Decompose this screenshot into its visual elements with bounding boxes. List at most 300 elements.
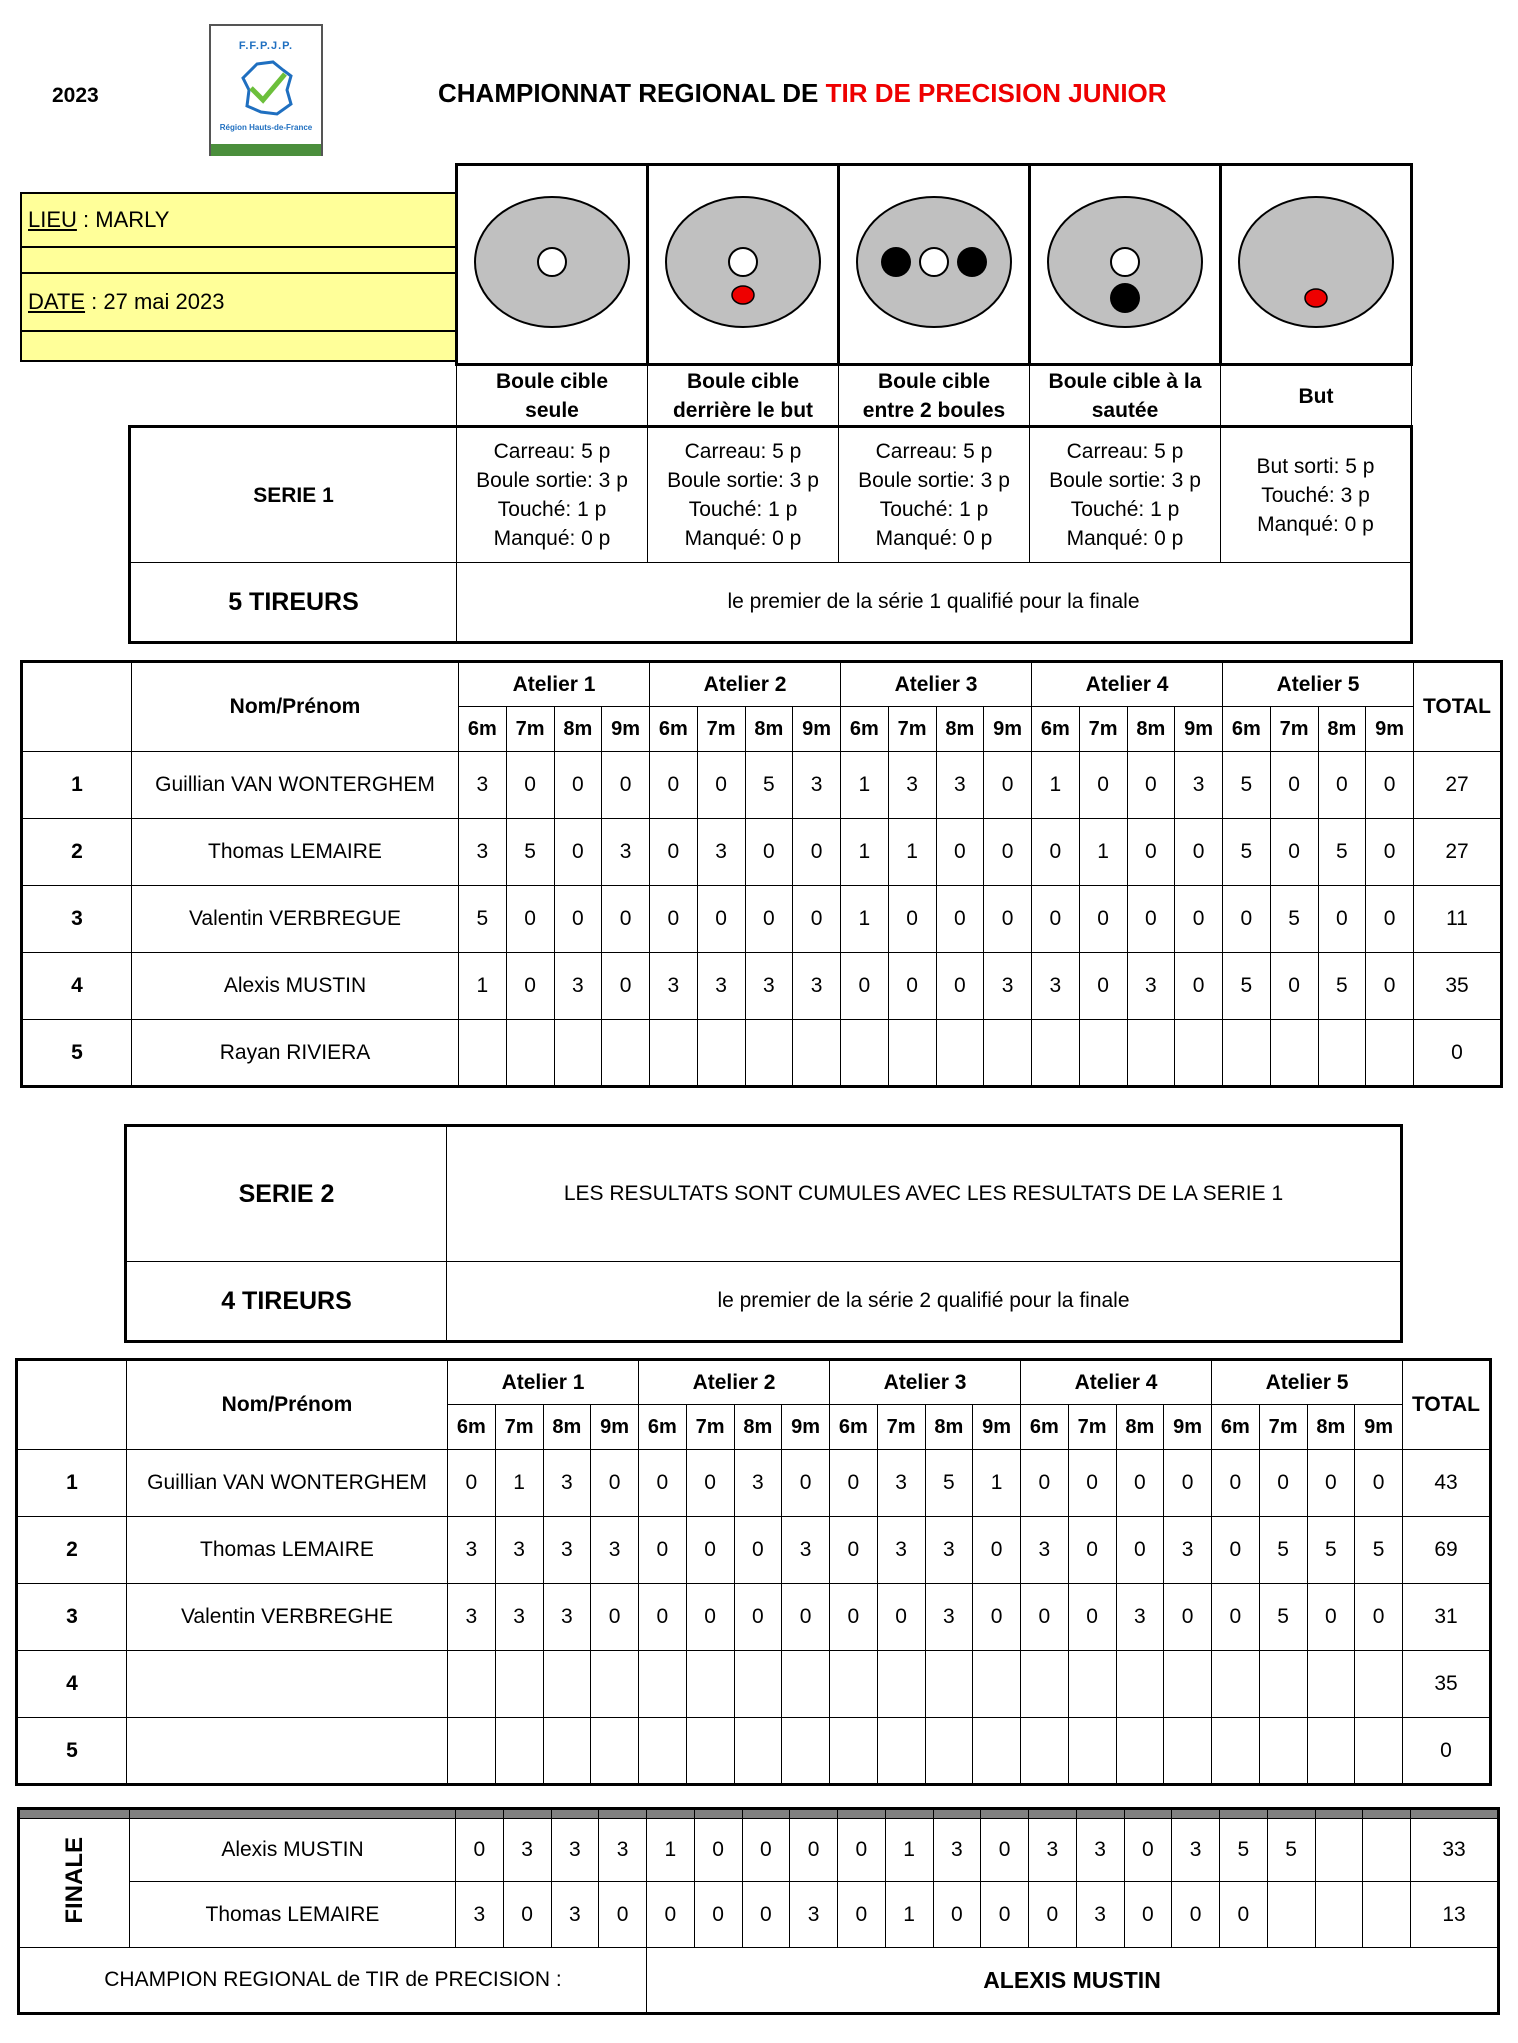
results-table-serie2 xyxy=(15,1358,1492,1786)
score-cell xyxy=(697,1020,745,1087)
score-cell: 0 xyxy=(1220,1882,1268,1948)
player-name: Thomas LEMAIRE xyxy=(127,1517,448,1584)
table-row xyxy=(17,1517,1491,1584)
score-cell xyxy=(1068,1651,1116,1718)
logo-stripe xyxy=(211,142,321,156)
workshop-header xyxy=(455,163,1413,427)
logo-text: F.F.P.J.P. xyxy=(238,40,294,52)
score-cell: 3 xyxy=(1076,1882,1124,1948)
score-cell: 1 xyxy=(495,1450,543,1517)
score-cell: 3 xyxy=(697,819,745,886)
score-cell: 0 xyxy=(973,1517,1021,1584)
player-name: Alexis MUSTIN xyxy=(130,1819,456,1882)
score-cell: 0 xyxy=(1068,1517,1116,1584)
atelier-header: Atelier 3 xyxy=(841,662,1032,707)
rank: 3 xyxy=(22,886,132,953)
score-cell xyxy=(1068,1718,1116,1785)
score-cell xyxy=(686,1718,734,1785)
distance-header: 7m xyxy=(888,707,936,752)
distance-header: 8m xyxy=(543,1405,591,1450)
score-cell xyxy=(1164,1718,1212,1785)
total-cell: 35 xyxy=(1414,953,1502,1020)
rank: 2 xyxy=(22,819,132,886)
score-cell: 0 xyxy=(742,1882,790,1948)
finale-table xyxy=(17,1807,1500,2015)
score-cell xyxy=(973,1718,1021,1785)
score-cell: 0 xyxy=(1366,886,1414,953)
score-cell: 5 xyxy=(1318,819,1366,886)
player-name: Guillian VAN WONTERGHEM xyxy=(132,752,459,819)
score-cell xyxy=(1366,1020,1414,1087)
score-cell xyxy=(591,1651,639,1718)
player-name xyxy=(127,1651,448,1718)
distance-header: 9m xyxy=(1366,707,1414,752)
score-cell: 0 xyxy=(1175,819,1223,886)
score-cell: 0 xyxy=(1068,1450,1116,1517)
score-cell: 0 xyxy=(841,953,889,1020)
score-cell: 0 xyxy=(1307,1450,1355,1517)
score-cell: 3 xyxy=(877,1450,925,1517)
score-cell: 3 xyxy=(925,1584,973,1651)
score-cell: 0 xyxy=(1366,752,1414,819)
table-row xyxy=(17,1450,1491,1517)
table-row xyxy=(22,819,1502,886)
champion-name: ALEXIS MUSTIN xyxy=(647,1948,1499,2014)
score-cell: 0 xyxy=(650,752,698,819)
distance-header: 8m xyxy=(1307,1405,1355,1450)
score-cell xyxy=(1212,1651,1260,1718)
score-cell xyxy=(1355,1651,1403,1718)
score-cell: 0 xyxy=(936,819,984,886)
score-cell: 0 xyxy=(1259,1450,1307,1517)
score-cell: 0 xyxy=(1079,953,1127,1020)
score-cell: 0 xyxy=(734,1584,782,1651)
score-cell xyxy=(650,1020,698,1087)
score-cell: 3 xyxy=(551,1819,599,1882)
score-cell: 0 xyxy=(981,1882,1029,1948)
score-cell: 0 xyxy=(1021,1450,1069,1517)
score-cell: 0 xyxy=(506,953,554,1020)
rank: 3 xyxy=(17,1584,127,1651)
finale-row xyxy=(19,1882,1499,1948)
score-cell xyxy=(1363,1882,1411,1948)
atelier-header: Atelier 1 xyxy=(448,1360,639,1405)
player-name: Alexis MUSTIN xyxy=(132,953,459,1020)
score-cell: 0 xyxy=(697,752,745,819)
table-row xyxy=(22,953,1502,1020)
score-cell: 0 xyxy=(1172,1882,1220,1948)
score-cell: 0 xyxy=(984,886,1032,953)
score-cell xyxy=(639,1651,687,1718)
score-cell: 0 xyxy=(790,1819,838,1882)
score-cell: 3 xyxy=(1076,1819,1124,1882)
score-cell xyxy=(1116,1651,1164,1718)
page-title: CHAMPIONNAT REGIONAL DE TIR DE PRECISION JUNIOR xyxy=(438,78,1167,108)
player-name: Guillian VAN WONTERGHEM xyxy=(127,1450,448,1517)
score-cell xyxy=(830,1718,878,1785)
serie2-box xyxy=(124,1124,1403,1343)
total-header: TOTAL xyxy=(1414,662,1502,752)
score-cell: 5 xyxy=(459,886,507,953)
score-cell: 0 xyxy=(1366,953,1414,1020)
table-row xyxy=(17,1718,1491,1785)
score-cell xyxy=(1307,1651,1355,1718)
atelier-label-2: Boule cible derrière le but xyxy=(648,365,839,427)
score-cell: 3 xyxy=(793,752,841,819)
distance-header: 9m xyxy=(1175,707,1223,752)
score-cell xyxy=(1259,1651,1307,1718)
distance-header: 6m xyxy=(1212,1405,1260,1450)
score-cell: 5 xyxy=(1223,819,1271,886)
score-cell: 5 xyxy=(1223,953,1271,1020)
score-cell: 3 xyxy=(933,1819,981,1882)
score-cell: 3 xyxy=(734,1450,782,1517)
score-cell: 3 xyxy=(599,1819,647,1882)
atelier-header: Atelier 4 xyxy=(1021,1360,1212,1405)
distance-header: 9m xyxy=(591,1405,639,1450)
score-cell: 1 xyxy=(841,819,889,886)
score-cell xyxy=(925,1718,973,1785)
score-cell: 0 xyxy=(1164,1450,1212,1517)
distance-header: 9m xyxy=(973,1405,1021,1450)
atelier-header: Atelier 2 xyxy=(650,662,841,707)
score-cell: 0 xyxy=(456,1819,504,1882)
score-cell: 0 xyxy=(1223,886,1271,953)
score-cell: 0 xyxy=(650,819,698,886)
score-cell: 3 xyxy=(1021,1517,1069,1584)
distance-header: 8m xyxy=(1116,1405,1164,1450)
distance-header: 7m xyxy=(877,1405,925,1450)
score-cell xyxy=(793,1020,841,1087)
rank: 4 xyxy=(22,953,132,1020)
date: DATE : 27 mai 2023 xyxy=(21,273,456,331)
score-cell: 1 xyxy=(841,886,889,953)
score-cell: 0 xyxy=(782,1584,830,1651)
score-cell: 0 xyxy=(830,1450,878,1517)
score-cell: 0 xyxy=(1270,819,1318,886)
rank: 5 xyxy=(22,1020,132,1087)
score-cell: 0 xyxy=(984,752,1032,819)
distance-header: 6m xyxy=(448,1405,496,1450)
score-cell: 0 xyxy=(1124,1819,1172,1882)
name-header: Nom/Prénom xyxy=(132,662,459,752)
rank-header xyxy=(22,662,132,752)
serie1-tireurs: 5 TIREURS xyxy=(130,563,457,643)
score-cell: 0 xyxy=(1366,819,1414,886)
score-cell: 5 xyxy=(1259,1584,1307,1651)
score-cell: 0 xyxy=(1032,819,1080,886)
score-cell: 1 xyxy=(1032,752,1080,819)
score-cell: 0 xyxy=(1032,886,1080,953)
atelier-header: Atelier 3 xyxy=(830,1360,1021,1405)
atelier-rules-1: Carreau: 5 p Boule sortie: 3 p Touché: 1 p Manqué: 0 p xyxy=(457,427,648,563)
score-cell: 0 xyxy=(639,1584,687,1651)
score-cell xyxy=(877,1718,925,1785)
score-cell: 0 xyxy=(591,1584,639,1651)
score-cell: 0 xyxy=(734,1517,782,1584)
score-cell xyxy=(1079,1020,1127,1087)
score-cell: 3 xyxy=(495,1584,543,1651)
score-cell xyxy=(591,1718,639,1785)
score-cell xyxy=(1212,1718,1260,1785)
distance-header: 6m xyxy=(459,707,507,752)
score-cell xyxy=(554,1020,602,1087)
score-cell: 0 xyxy=(591,1450,639,1517)
total-cell: 31 xyxy=(1403,1584,1491,1651)
serie2-tireurs: 4 TIREURS xyxy=(126,1262,447,1342)
score-cell: 0 xyxy=(1124,1882,1172,1948)
serie2-note: le premier de la série 2 qualifié pour la finale xyxy=(447,1262,1402,1342)
score-cell: 5 xyxy=(1307,1517,1355,1584)
distance-header: 8m xyxy=(1318,707,1366,752)
distance-header: 7m xyxy=(697,707,745,752)
score-cell: 0 xyxy=(1212,1517,1260,1584)
distance-header: 6m xyxy=(830,1405,878,1450)
table-row xyxy=(17,1651,1491,1718)
diagram-but xyxy=(1221,165,1412,365)
score-cell: 0 xyxy=(1355,1584,1403,1651)
score-cell xyxy=(782,1718,830,1785)
score-cell xyxy=(1267,1882,1315,1948)
distance-header: 9m xyxy=(1164,1405,1212,1450)
score-cell: 0 xyxy=(639,1450,687,1517)
score-cell: 0 xyxy=(506,752,554,819)
score-cell: 0 xyxy=(1029,1882,1077,1948)
atelier-header: Atelier 2 xyxy=(639,1360,830,1405)
total-cell: 0 xyxy=(1403,1718,1491,1785)
score-cell: 5 xyxy=(1259,1517,1307,1584)
finale-label: FINALE xyxy=(19,1819,130,1948)
lieu: LIEU : MARLY xyxy=(21,193,456,247)
score-cell: 0 xyxy=(1079,886,1127,953)
serie2-title: SERIE 2 xyxy=(126,1126,447,1262)
score-cell: 0 xyxy=(1164,1584,1212,1651)
score-cell: 5 xyxy=(1220,1819,1268,1882)
score-cell xyxy=(830,1651,878,1718)
rank: 5 xyxy=(17,1718,127,1785)
score-cell: 0 xyxy=(1307,1584,1355,1651)
score-cell: 0 xyxy=(602,953,650,1020)
score-cell: 0 xyxy=(1079,752,1127,819)
distance-header: 8m xyxy=(1127,707,1175,752)
player-name: Valentin VERBREGUE xyxy=(132,886,459,953)
score-cell xyxy=(459,1020,507,1087)
results-table-serie1 xyxy=(20,660,1503,1088)
table-row xyxy=(22,1020,1502,1087)
score-cell: 3 xyxy=(1175,752,1223,819)
rank: 4 xyxy=(17,1651,127,1718)
score-cell: 3 xyxy=(745,953,793,1020)
year: 2023 xyxy=(52,84,99,107)
score-cell: 5 xyxy=(1270,886,1318,953)
score-cell: 3 xyxy=(543,1517,591,1584)
score-cell xyxy=(1223,1020,1271,1087)
score-cell: 0 xyxy=(1212,1584,1260,1651)
score-cell xyxy=(1270,1020,1318,1087)
score-cell: 3 xyxy=(888,752,936,819)
total-cell: 33 xyxy=(1411,1819,1499,1882)
distance-header: 8m xyxy=(925,1405,973,1450)
name-header: Nom/Prénom xyxy=(127,1360,448,1450)
score-cell xyxy=(1363,1819,1411,1882)
score-cell: 1 xyxy=(885,1882,933,1948)
score-cell: 1 xyxy=(459,953,507,1020)
score-cell xyxy=(1307,1718,1355,1785)
score-cell: 0 xyxy=(697,886,745,953)
score-cell: 0 xyxy=(838,1819,886,1882)
score-cell xyxy=(1032,1020,1080,1087)
score-cell xyxy=(1116,1718,1164,1785)
score-cell: 1 xyxy=(647,1819,695,1882)
distance-header: 7m xyxy=(1068,1405,1116,1450)
score-cell: 3 xyxy=(650,953,698,1020)
score-cell: 0 xyxy=(838,1882,886,1948)
score-cell: 3 xyxy=(459,819,507,886)
score-cell: 0 xyxy=(1127,752,1175,819)
score-cell: 0 xyxy=(830,1584,878,1651)
score-cell: 3 xyxy=(984,953,1032,1020)
total-cell: 69 xyxy=(1403,1517,1491,1584)
serie2-cumul: LES RESULTATS SONT CUMULES AVEC LES RESULTATS DE LA SERIE 1 xyxy=(447,1126,1402,1262)
score-cell: 0 xyxy=(602,752,650,819)
score-cell xyxy=(506,1020,554,1087)
score-cell: 0 xyxy=(1068,1584,1116,1651)
score-cell: 3 xyxy=(877,1517,925,1584)
distance-header: 8m xyxy=(554,707,602,752)
score-cell: 3 xyxy=(925,1517,973,1584)
score-cell: 0 xyxy=(936,886,984,953)
score-cell: 0 xyxy=(602,886,650,953)
score-cell xyxy=(1127,1020,1175,1087)
score-cell xyxy=(1315,1819,1363,1882)
score-cell: 0 xyxy=(694,1882,742,1948)
score-cell: 3 xyxy=(697,953,745,1020)
score-cell xyxy=(936,1020,984,1087)
atelier-rules-3: Carreau: 5 p Boule sortie: 3 p Touché: 1 p Manqué: 0 p xyxy=(839,427,1030,563)
score-cell: 0 xyxy=(694,1819,742,1882)
score-cell xyxy=(984,1020,1032,1087)
score-cell: 3 xyxy=(1032,953,1080,1020)
score-cell: 0 xyxy=(506,886,554,953)
distance-header: 6m xyxy=(1021,1405,1069,1450)
distance-header: 6m xyxy=(841,707,889,752)
total-header: TOTAL xyxy=(1403,1360,1491,1450)
score-cell: 0 xyxy=(877,1584,925,1651)
distance-header: 9m xyxy=(793,707,841,752)
logo-region: Région Hauts-de-France xyxy=(219,123,313,132)
score-cell: 0 xyxy=(1318,752,1366,819)
score-cell xyxy=(1259,1718,1307,1785)
distance-header: 8m xyxy=(734,1405,782,1450)
score-cell xyxy=(448,1718,496,1785)
score-cell: 0 xyxy=(554,886,602,953)
score-cell: 0 xyxy=(888,953,936,1020)
score-cell: 3 xyxy=(602,819,650,886)
score-cell: 3 xyxy=(551,1882,599,1948)
player-name xyxy=(127,1718,448,1785)
score-cell: 0 xyxy=(1116,1450,1164,1517)
finale-row xyxy=(19,1819,1499,1882)
score-cell: 5 xyxy=(1223,752,1271,819)
score-cell: 0 xyxy=(793,886,841,953)
score-cell: 1 xyxy=(1079,819,1127,886)
atelier-header: Atelier 5 xyxy=(1223,662,1414,707)
score-cell xyxy=(1021,1651,1069,1718)
score-cell: 3 xyxy=(456,1882,504,1948)
total-cell: 0 xyxy=(1414,1020,1502,1087)
score-cell: 1 xyxy=(885,1819,933,1882)
atelier-rules-2: Carreau: 5 p Boule sortie: 3 p Touché: 1 p Manqué: 0 p xyxy=(648,427,839,563)
score-cell xyxy=(543,1651,591,1718)
score-cell: 5 xyxy=(1355,1517,1403,1584)
serie1-box xyxy=(128,425,1413,644)
score-cell xyxy=(639,1718,687,1785)
score-cell: 0 xyxy=(647,1882,695,1948)
score-cell xyxy=(602,1020,650,1087)
score-cell: 0 xyxy=(830,1517,878,1584)
score-cell: 0 xyxy=(599,1882,647,1948)
distance-header: 7m xyxy=(1270,707,1318,752)
score-cell: 3 xyxy=(554,953,602,1020)
score-cell xyxy=(543,1718,591,1785)
score-cell xyxy=(1355,1718,1403,1785)
score-cell: 5 xyxy=(925,1450,973,1517)
score-cell: 3 xyxy=(1127,953,1175,1020)
score-cell: 0 xyxy=(793,819,841,886)
rank: 2 xyxy=(17,1517,127,1584)
info-box xyxy=(20,192,457,362)
score-cell xyxy=(782,1651,830,1718)
score-cell: 3 xyxy=(1164,1517,1212,1584)
total-cell: 13 xyxy=(1411,1882,1499,1948)
atelier-label-5: But xyxy=(1221,365,1412,427)
player-name: Rayan RIVIERA xyxy=(132,1020,459,1087)
distance-header: 7m xyxy=(495,1405,543,1450)
total-cell: 11 xyxy=(1414,886,1502,953)
score-cell xyxy=(888,1020,936,1087)
score-cell: 1 xyxy=(888,819,936,886)
rank: 1 xyxy=(17,1450,127,1517)
score-cell xyxy=(1164,1651,1212,1718)
score-cell: 5 xyxy=(745,752,793,819)
score-cell: 0 xyxy=(1175,953,1223,1020)
score-cell: 5 xyxy=(506,819,554,886)
table-row xyxy=(22,886,1502,953)
score-cell: 0 xyxy=(1270,953,1318,1020)
diagram-sautee xyxy=(1030,165,1221,365)
atelier-header: Atelier 1 xyxy=(459,662,650,707)
score-cell: 0 xyxy=(973,1584,1021,1651)
score-cell: 3 xyxy=(793,953,841,1020)
score-cell xyxy=(1021,1718,1069,1785)
atelier-rules-4: Carreau: 5 p Boule sortie: 3 p Touché: 1 p Manqué: 0 p xyxy=(1030,427,1221,563)
distance-header: 7m xyxy=(506,707,554,752)
atelier-rules-5: But sorti: 5 p Touché: 3 p Manqué: 0 p xyxy=(1221,427,1412,563)
distance-header: 8m xyxy=(936,707,984,752)
atelier-label-4: Boule cible à la sautée xyxy=(1030,365,1221,427)
score-cell: 3 xyxy=(936,752,984,819)
score-cell: 0 xyxy=(1127,819,1175,886)
score-cell: 0 xyxy=(1175,886,1223,953)
score-cell: 0 xyxy=(888,886,936,953)
score-cell: 0 xyxy=(1212,1450,1260,1517)
score-cell: 3 xyxy=(495,1517,543,1584)
score-cell: 0 xyxy=(686,1450,734,1517)
score-cell xyxy=(1315,1882,1363,1948)
score-cell: 0 xyxy=(1270,752,1318,819)
diagram-derriere-but xyxy=(648,165,839,365)
score-cell: 0 xyxy=(1116,1517,1164,1584)
